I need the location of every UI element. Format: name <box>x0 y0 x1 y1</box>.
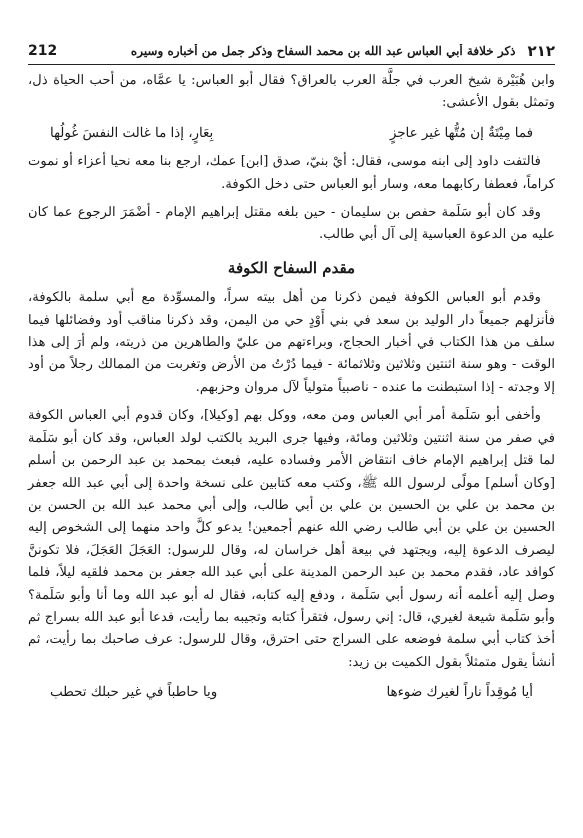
verse-2 <box>28 680 555 710</box>
verse-1-second-hemistich: بِعَارٍ، إذا ما غالت النفسَ غُولُها <box>50 125 214 141</box>
running-title: ذكر خلافة أبي العباس عبد الله بن محمد السفاح وذكر جمل من أخباره وسيره <box>130 44 516 58</box>
page-number-latin: 212 <box>28 43 58 59</box>
main-text <box>28 70 555 828</box>
running-header <box>28 40 555 62</box>
paragraph-2: فالتفت داود إلى ابنه موسى، فقال: أيْ بنيّ، صدق [ابن] عمك، ارجع بنا معه نحيا أعزاء أو نموت كراماً، فعطفا ركابهما معه، وسار أبو العباس حتى دخل الكوفة. <box>28 154 555 192</box>
header-rule <box>28 64 555 65</box>
paragraph-1: وابن هُبَيْرة شيخ العرب في جلَّة العرب بالعراق؟ فقال أبو العباس: يا عمَّاه، من أحب الحياة ذل، وتمثل بقول الأعشى: <box>28 73 555 111</box>
verse-2-first-hemistich: أيا مُوقِداً ناراً لغيرك ضوءها <box>386 685 533 701</box>
verse-1 <box>28 121 555 151</box>
section-heading: مقدم السفاح الكوفة <box>227 258 356 277</box>
page-number-arabic: ٢١٢ <box>527 42 555 60</box>
paragraph-4: وقدم أبو العباس الكوفة فيمن ذكرنا من أهل بيته سراً، والمسوِّدة مع أبي سلمة بالكوفة، فأنزلهم جميعاً دار الوليد بن سعد في بني أَوْدٍ حي من اليمن، وقد ذكرنا مناقب أود وفضائلها فيما سلف من هذا الكتاب في أخبار الحجاج، وبراءتهم من عليّ والطاهرين من ذريته، ولم أرَ إلى هذا الوقت - وهو سنة اثنتين وثلاثين وثلاثمائة - فيما دُرْتُ من الأرض وتغربت من الممالك رجلاً من أود إلا وجدته - إذا استبطنت ما عنده - ناصبياً متولياً لآل مروان وحزبهم. <box>28 290 555 395</box>
paragraph-5: وأخفى أبو سَلَمة أمر أبي العباس ومن معه، ووكل بهم [وكيلا]، وكان قدوم أبي العباس الكوفة في صفر من سنة اثنتين وثلاثين ومائة، وفيها جرى البريد بالكتب لولد العباس، وقد كان أبو سَلَمة لما قتل إبراهيم الإمام خاف انتقاض الأمر وفساده عليه، فبعث بمحمد بن عبد الرحمن بن أسلم [وكان أسلم] مولًى لرسول الله ﷺ، وكتب معه كتابين على نسخة واحدة إلى أبي عبد الله جعفر بن محمد بن علي بن الحسين بن علي بن أبي طالب، وإلى أبي محمد عبد الله بن الحسن بن الحسين بن علي بن أبي طالب رضي الله عنهم أجمعين! يدعو كلَّ واحد منهما إلى الشخوص إليه ليصرف الدعوة إليه، ويجتهد في بيعة أهل خراسان له، وقال للرسول: العَجَلَ العَجَلَ، فلا تكوننَّ كوافد عاد، فقدم محمد بن عبد الرحمن المدينة على أبي عبد الله جعفر بن محمد فلقيه ليلاً، فلما وصل إليه أعلمه أنه رسول أبي سَلَمة ، ودفع إليه كتابه، فقال له أبو عبد الله وما أنا وأبو سَلَمة؟ وأبو سَلَمة شيعة لغيري، قال: إني رسول، فتقرأ كتابه وتجيبه بما رأيت، فدعا أبو عبد الله بسراج ثم أخذ كتاب أبي سلمة فوضعه على السراج حتى احترق، وقال للرسول: عرف صاحبك بما رأيت، ثم أنشأ يقول متمثلاً بقول الكميت بن زيد: <box>28 408 555 670</box>
paragraph-3: وقد كان أبو سَلَمة حفص بن سليمان - حين بلغه مقتل إبراهيم الإمام - أضْمَرَ الرجوع عما كان عليه من الدعوة العباسية إلى آل أبي طالب. <box>28 205 555 243</box>
verse-1-first-hemistich: فما مِيْتَةٌ إن مُتُّها غير عاجزٍ <box>389 125 533 141</box>
verse-2-second-hemistich: ويا حاطباً في غير حبلك تحطب <box>50 685 218 701</box>
